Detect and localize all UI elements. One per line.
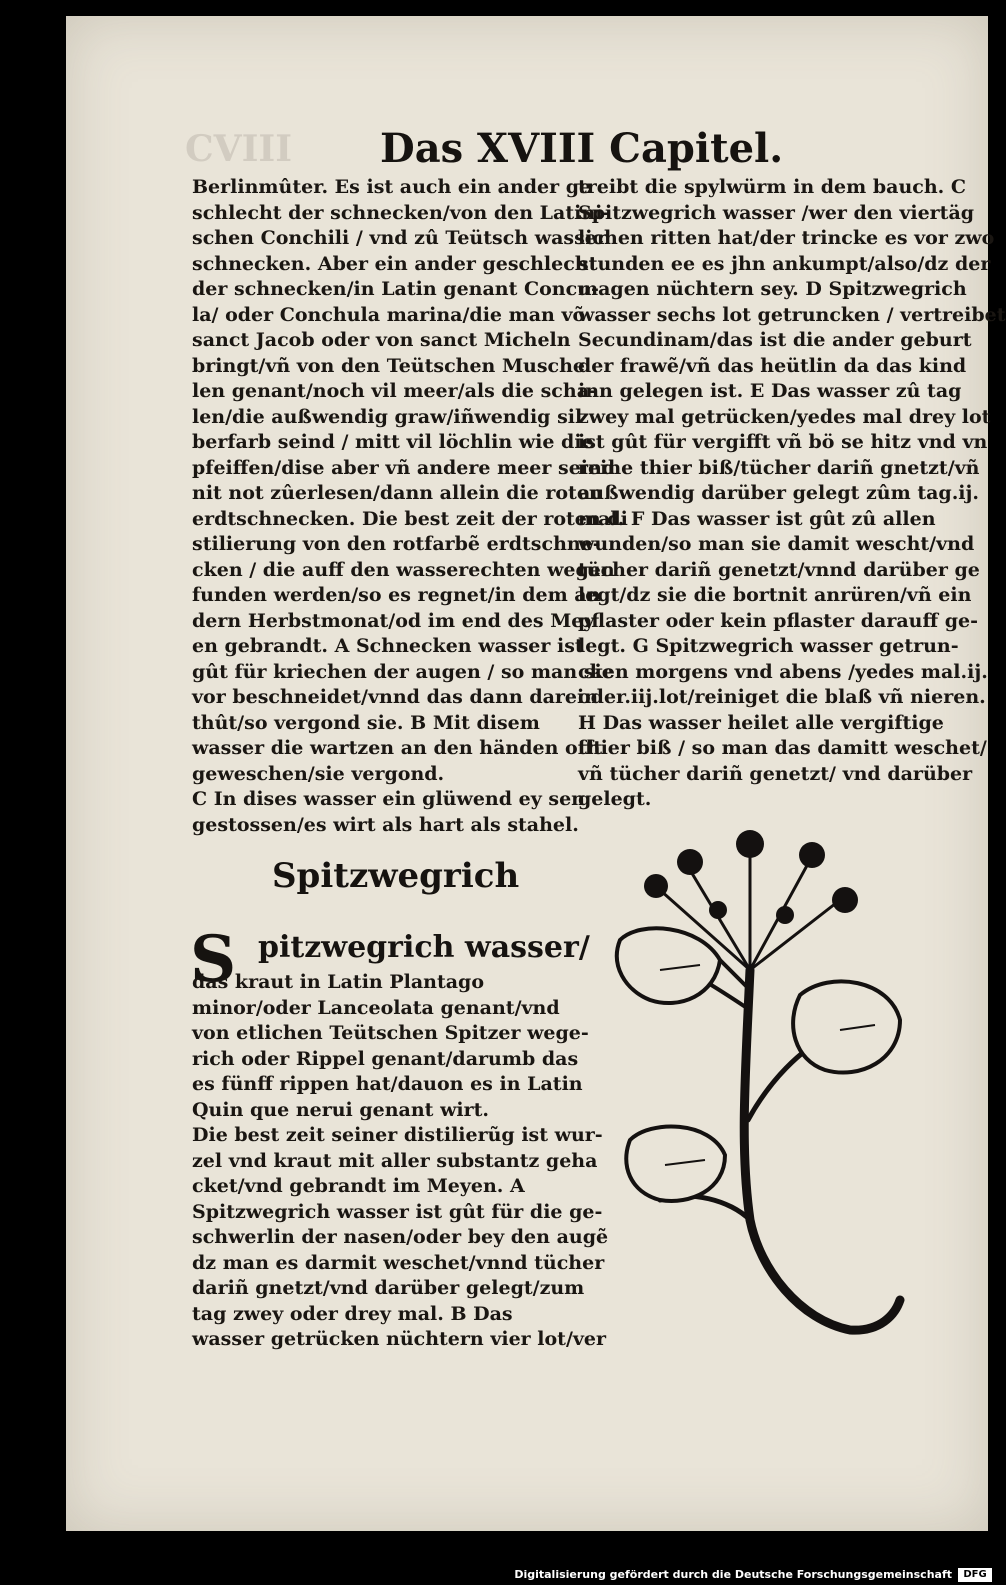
left-text-column-lower xyxy=(192,970,609,1353)
text-line: zwey mal getrücken/yedes mal drey lot xyxy=(578,405,991,428)
text-line: tag zwey oder drey mal. B Das xyxy=(192,1302,513,1325)
text-line: zel vnd kraut mit aller substantz geha xyxy=(192,1149,598,1172)
text-line: schwerlin der nasen/oder bey den augẽ xyxy=(192,1226,609,1248)
text-line: berfarb seind / mitt vil löchlin wie die xyxy=(192,431,594,453)
text-line: schnecken. Aber ein ander geschlecht xyxy=(192,252,598,275)
text-line: schlecht der schnecken/von den Latini- xyxy=(192,201,611,224)
text-line: minor/oder Lanceolata genant/vnd xyxy=(192,996,560,1019)
text-line: schen Conchili / vnd zû Teütsch wasser xyxy=(192,227,607,249)
text-line: wasser die wartzen an den händen offt xyxy=(192,737,603,759)
text-line: außwendig darüber gelegt zûm tag.ij. xyxy=(578,482,980,504)
text-line: gelegt. xyxy=(578,788,652,810)
text-line: Spitzwegrich wasser ist gût für die ge- xyxy=(192,1200,603,1223)
text-line: dern Herbstmonat/od im end des Mey xyxy=(192,609,595,632)
text-line: len/die außwendig graw/iñwendig sil xyxy=(192,405,583,428)
text-line: reine thier biß/tücher dariñ gnetzt/vñ xyxy=(578,456,980,479)
text-line: oder.iij.lot/reiniget die blaß vñ nieren. xyxy=(578,686,986,708)
chapter-heading: Das XVIII Capitel. xyxy=(380,125,784,172)
text-line: dariñ gnetzt/vnd darüber gelegt/zum xyxy=(192,1277,585,1299)
text-line: von etlichen Teütschen Spitzer wege- xyxy=(192,1022,589,1044)
text-line: C In dises wasser ein glüwend ey sen xyxy=(192,788,585,810)
text-line: magen nüchtern sey. D Spitzwegrich xyxy=(578,278,967,300)
text-line: wasser sechs lot getruncken / vertreibet xyxy=(578,303,1006,326)
text-line: Die best zeit seiner distilierũg ist wur- xyxy=(192,1124,603,1146)
text-line: vor beschneidet/vnnd das dann darein xyxy=(192,686,599,708)
text-line: der frawẽ/vñ das heütlin da das kind xyxy=(578,354,967,377)
decorated-initial: S xyxy=(190,922,237,997)
text-line: nit not zûerlesen/dann allein die roten xyxy=(192,482,603,504)
text-line: geweschen/sie vergond. xyxy=(192,762,445,785)
text-line: pflaster oder kein pflaster darauff ge- xyxy=(578,609,978,632)
plantain-woodcut-illustration xyxy=(600,820,930,1350)
digitization-credit: Digitalisierung gefördert durch die Deutsche Forschungsgemeinschaft xyxy=(514,1568,952,1581)
text-line: thier biß / so man das damitt weschet/ xyxy=(578,737,987,759)
text-line: stunden ee es jhn ankumpt/also/dz der xyxy=(578,252,991,275)
text-line: mal. F Das wasser ist gût zû allen xyxy=(578,507,936,530)
text-line: Spitzwegrich wasser /wer den viertäg xyxy=(578,201,975,224)
text-line: wunden/so man sie damit wescht/vnd xyxy=(578,533,975,555)
text-line: legt/dz sie die bortnit anrüren/vñ ein xyxy=(578,584,972,606)
text-line: legt. G Spitzwegrich wasser getrun- xyxy=(578,635,959,657)
text-line: tücher dariñ genetzt/vnnd darüber ge xyxy=(578,558,980,581)
text-line: Berlinmûter. Es ist auch ein ander ge xyxy=(192,176,592,198)
opening-line: pitzwegrich wasser/ xyxy=(258,930,590,965)
show-through-text: CVIII xyxy=(185,128,293,170)
dfg-logo: DFG xyxy=(958,1568,992,1582)
text-line: funden werden/so es regnet/in dem an xyxy=(192,584,601,606)
text-line: cket/vnd gebrandt im Meyen. A xyxy=(192,1175,525,1197)
text-line: wasser getrücken nüchtern vier lot/ver xyxy=(192,1328,607,1350)
text-line: gût für kriechen der augen / so man sie xyxy=(192,660,614,683)
text-line: H Das wasser heilet alle vergiftige xyxy=(578,711,944,734)
text-line: gestossen/es wirt als hart als stahel. xyxy=(192,813,579,836)
text-line: inn gelegen ist. E Das wasser zû tag xyxy=(578,380,962,402)
text-line: len genant/noch vil meer/als die scha- xyxy=(192,380,597,402)
text-line: das kraut in Latin Plantago xyxy=(192,971,485,993)
text-line: Secundinam/das ist die ander geburt xyxy=(578,329,972,351)
right-text-column xyxy=(578,175,1006,813)
footer-bar xyxy=(0,1563,1000,1585)
text-line: lichen ritten hat/der trincke es vor zwo xyxy=(578,227,995,249)
text-line: Quin que nerui genant wirt. xyxy=(192,1098,490,1121)
text-line: sanct Jacob oder von sanct Micheln xyxy=(192,329,571,351)
text-line: vñ tücher dariñ genetzt/ vnd darüber xyxy=(578,762,973,785)
section-title: Spitzwegrich xyxy=(272,856,520,896)
text-line: stilierung von den rotfarbẽ erdtschne- xyxy=(192,533,601,555)
text-line: thût/so vergond sie. B Mit disem xyxy=(192,711,540,734)
text-line: der schnecken/in Latin genant Concu- xyxy=(192,278,599,300)
text-line: dz man es darmit weschet/vnnd tücher xyxy=(192,1251,605,1274)
text-line: la/ oder Conchula marina/die man võ xyxy=(192,303,586,326)
text-line: en gebrandt. A Schnecken wasser ist xyxy=(192,635,584,657)
text-line: treibt die spylwürm in dem bauch. C xyxy=(578,176,966,198)
text-line: cken morgens vnd abens /yedes mal.ij. xyxy=(578,660,988,683)
text-line: bringt/vñ von den Teütschen Musche xyxy=(192,354,585,377)
text-line: es fünff rippen hat/dauon es in Latin xyxy=(192,1073,583,1095)
text-line: ist gût für vergifft vñ bö se hitz vnd vn xyxy=(578,431,988,453)
text-line: pfeiffen/dise aber vñ andere meer seind xyxy=(192,456,616,479)
text-line: rich oder Rippel genant/darumb das xyxy=(192,1047,579,1070)
text-line: cken / die auff den wasserechten wegen xyxy=(192,558,615,581)
text-line: erdtschnecken. Die best zeit der roten di xyxy=(192,507,628,530)
